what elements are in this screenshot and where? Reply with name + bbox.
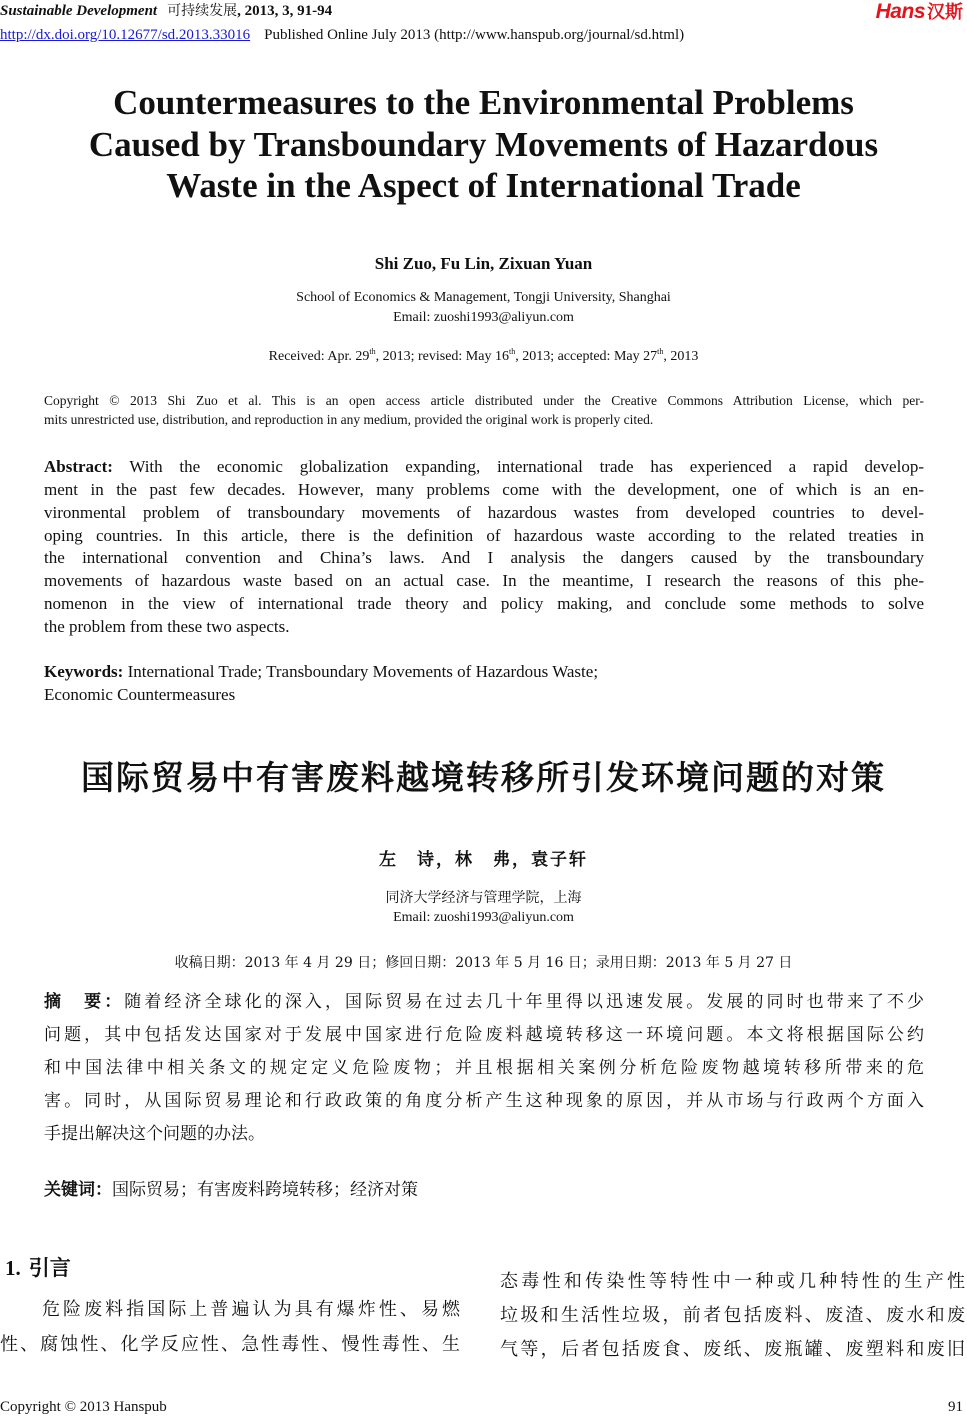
section-heading bbox=[5, 1255, 71, 1281]
accepted-date-text: , 2013; accepted: May 27 bbox=[515, 349, 658, 364]
abstract-line: the international convention and China’s laws. And I analysis the dangers caused by the transboundary bbox=[44, 548, 924, 568]
author-email: Email: zuoshi1993@aliyun.com bbox=[393, 310, 574, 325]
logo-latin-text: Hans bbox=[875, 0, 925, 23]
ordinal-suffix: th bbox=[657, 347, 664, 356]
affiliation-cn: 同济大学经济与管理学院，上海 bbox=[385, 890, 582, 906]
abstract-cn-line bbox=[44, 986, 924, 1019]
body-column-right bbox=[500, 1265, 965, 1367]
title-line: Waste in the Aspect of International Trade bbox=[166, 166, 801, 205]
page-number: 91 bbox=[948, 1399, 963, 1415]
keywords bbox=[44, 660, 924, 706]
abstract-line: vironmental problem of transboundary movements of hazardous wastes from developed countries to devel- bbox=[44, 502, 924, 522]
keywords-cn-text: 国际贸易；有害废料跨境转移；经济对策 bbox=[112, 1180, 418, 1200]
abstract-cn-line: 手提出解决这个问题的办法。 bbox=[44, 1124, 265, 1144]
logo-cn-text: 汉斯 bbox=[927, 2, 963, 23]
section-number: 1. bbox=[5, 1256, 21, 1280]
revised-date-text: , 2013; revised: May 16 bbox=[375, 349, 509, 364]
ordinal-suffix: th bbox=[369, 347, 376, 356]
abstract bbox=[44, 456, 924, 639]
keywords-cn bbox=[44, 1174, 924, 1206]
received-date-text: Received: Apr. 29 bbox=[268, 349, 370, 364]
hans-logo bbox=[876, 1, 963, 23]
journal-citation bbox=[0, 2, 332, 20]
paper-title-cn: 国际贸易中有害废料越境转移所引发环境问题的对策 bbox=[81, 758, 886, 797]
keywords-cn-label: 关键词： bbox=[44, 1180, 112, 1200]
author-email-cn: Email: zuoshi1993@aliyun.com bbox=[393, 910, 574, 925]
copyright-line: Copyright © 2013 Shi Zuo et al. This is an open access article distributed under the Creative Commons Attribution License, which per- bbox=[44, 393, 924, 408]
body-line: 气等，后者包括废食、废纸、废瓶罐、废塑料和废旧 bbox=[500, 1339, 965, 1360]
affiliation-block-cn bbox=[0, 888, 967, 928]
received-dates bbox=[0, 347, 967, 367]
body-line: 垃圾和生活性垃圾，前者包括废料、废渣、废水和废 bbox=[500, 1305, 965, 1326]
published-online-note: Published Online July 2013 (http://www.hanspub.org/journal/sd.html) bbox=[264, 27, 685, 43]
abstract-line: movements of hazardous waste based on an actual case. In the meantime, I research the reasons of this phe- bbox=[44, 571, 924, 591]
affiliation: School of Economics & Management, Tongji University, Shanghai bbox=[296, 290, 671, 305]
publication-line bbox=[0, 26, 684, 44]
keywords-line bbox=[44, 660, 924, 683]
affiliation-block bbox=[0, 288, 967, 328]
abstract-text: With the economic globalization expanding, international trade has experienced a rapid develop- bbox=[112, 457, 924, 476]
journal-name: Sustainable Development bbox=[0, 3, 158, 19]
abstract-line: oping countries. In this article, there is the definition of hazardous waste according to the related treaties in bbox=[44, 525, 924, 545]
author-list-cn: 左 诗，林 弗，袁子轩 bbox=[379, 850, 588, 870]
abstract-cn-label: 摘 要： bbox=[44, 992, 125, 1012]
abstract-line bbox=[44, 456, 924, 479]
ordinal-suffix: th bbox=[508, 347, 516, 356]
paper-title bbox=[0, 82, 967, 207]
copyright-notice bbox=[44, 392, 924, 429]
body-line: 态毒性和传染性等特性中一种或几种特性的生产性 bbox=[500, 1271, 965, 1292]
doi-link[interactable]: http://dx.doi.org/10.12677/sd.2013.33016 bbox=[0, 27, 251, 43]
body-line: 危险废料指国际上普遍认为具有爆炸性、易燃 bbox=[42, 1299, 460, 1320]
abstract-line: nomenon in the view of international trade theory and policy making, and conclude some methods to solve bbox=[44, 594, 924, 614]
keywords-line: Economic Countermeasures bbox=[44, 685, 236, 704]
journal-name-cn: 可持续发展 bbox=[167, 3, 238, 19]
keywords-label: Keywords: bbox=[44, 662, 124, 681]
copyright-line: mits unrestricted use, distribution, and reproduction in any medium, provided the original work is properly cited. bbox=[44, 411, 654, 427]
received-dates-cn: 收稿日期：2013 年 4 月 29 日；修回日期：2013 年 5 月 16 日；录用日期：2013 年 5 月 27 日 bbox=[174, 955, 793, 971]
abstract-cn-line: 害。同时，从国际贸易理论和行政政策的角度分析产生这种现象的原因，并从市场与行政两个方面入 bbox=[44, 1091, 924, 1111]
footer-copyright: Copyright © 2013 Hanspub bbox=[0, 1399, 167, 1415]
author-list: Shi Zuo, Fu Lin, Zixuan Yuan bbox=[374, 254, 593, 273]
abstract-line: ment in the past few decades. However, many problems come with the development, one of which is an en- bbox=[44, 479, 924, 499]
body-column-left bbox=[0, 1292, 460, 1362]
title-line: Countermeasures to the Environmental Problems bbox=[113, 83, 854, 122]
year-text: , 2013 bbox=[663, 349, 699, 364]
abstract-cn bbox=[44, 986, 924, 1151]
journal-volume-pages: , 2013, 3, 91-94 bbox=[237, 3, 333, 19]
keywords-text: International Trade; Transboundary Movements of Hazardous Waste; bbox=[123, 662, 599, 681]
title-line: Caused by Transboundary Movements of Hazardous bbox=[88, 124, 879, 164]
abstract-label: Abstract: bbox=[44, 457, 113, 476]
abstract-cn-line: 问题，其中包括发达国家对于发展中国家进行危险废料越境转移这一环境问题。本文将根据国际公约 bbox=[44, 1025, 924, 1045]
body-line: 性、腐蚀性、化学反应性、急性毒性、慢性毒性、生 bbox=[0, 1334, 460, 1355]
abstract-cn-text: 随着经济全球化的深入，国际贸易在过去几十年里得以迅速发展。发展的同时也带来了不少 bbox=[124, 992, 925, 1012]
abstract-cn-line: 和中国法律中相关条文的规定定义危险废物；并且根据相关案例分析危险废物越境转移所带来的危 bbox=[44, 1058, 924, 1078]
section-title: 引言 bbox=[28, 1256, 71, 1280]
abstract-line: the problem from these two aspects. bbox=[44, 616, 290, 636]
